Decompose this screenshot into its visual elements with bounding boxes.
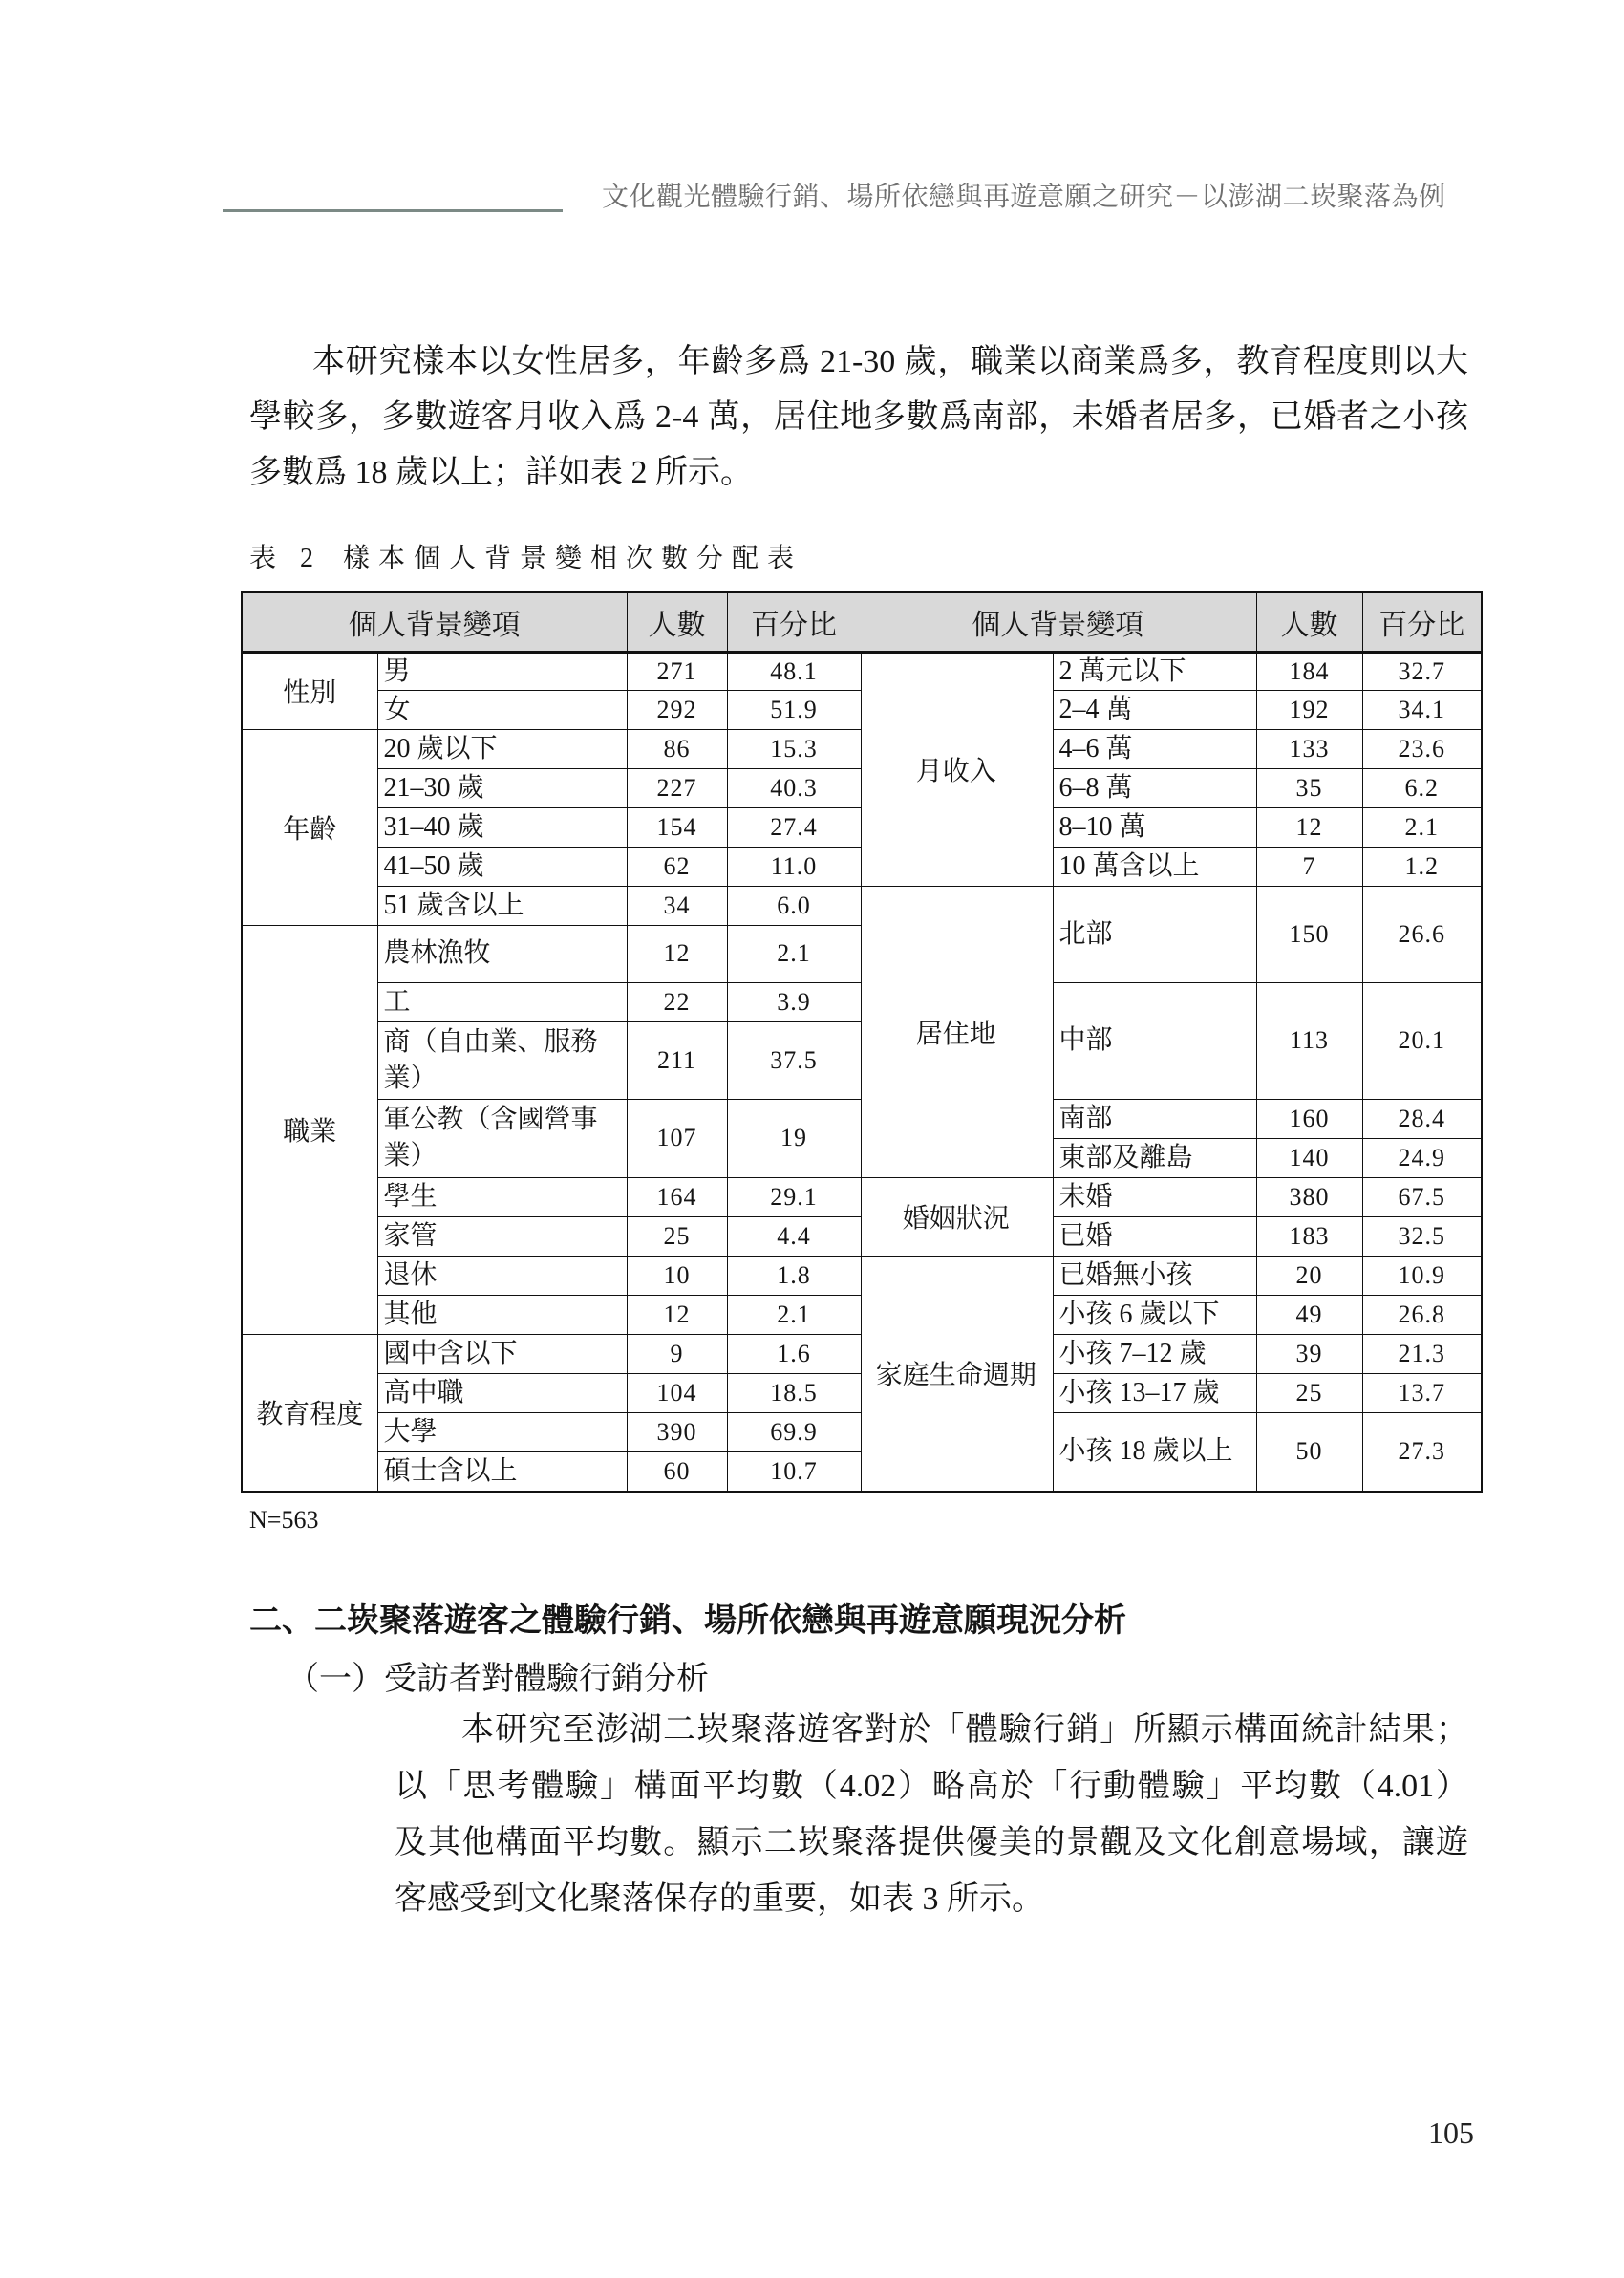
row-count: 183 [1256,1216,1362,1256]
section-line: 及其他構面平均數。顯示二崁聚落提供優美的景觀及文化創意場域，讓遊 [395,1825,1468,1860]
table-header-row [242,592,861,652]
row-count: 62 [627,847,727,886]
running-title: 文化觀光體驗行銷、場所依戀與再遊意願之研究－以澎湖二崁聚落為例 [602,182,1446,211]
table-row [242,652,861,690]
group-label: 婚姻狀況 [860,1177,1053,1256]
row-count: 34 [627,886,727,925]
row-percent: 3.9 [727,982,861,1021]
header-percent: 百分比 [727,592,861,652]
row-percent: 2.1 [727,1295,861,1334]
row-count: 12 [627,925,727,982]
row-percent: 2.1 [727,925,861,982]
row-count: 7 [1256,847,1362,886]
row-count: 227 [627,768,727,807]
table-row [242,729,861,768]
row-label: 小孩 7–12 歲 [1053,1334,1256,1373]
row-count: 50 [1256,1412,1362,1492]
row-count: 39 [1256,1334,1362,1373]
row-percent: 32.7 [1362,652,1482,690]
table-row [860,1256,1482,1295]
row-percent: 29.1 [727,1177,861,1216]
group-label: 性別 [242,652,377,729]
row-percent: 28.4 [1362,1099,1482,1138]
row-label-text: 軍公教（含國營事業） [383,1105,598,1171]
row-count: 113 [1256,982,1362,1099]
row-label: 51 歲含以上 [377,886,627,925]
header-percent: 百分比 [1362,592,1482,652]
row-count: 10 [627,1256,727,1295]
row-count: 22 [627,982,727,1021]
intro-line: 學較多，多數遊客月收入爲 2-4 萬，居住地多數爲南部，未婚者居多，已婚者之小孩 [249,399,1468,435]
row-label: 2 萬元以下 [1053,652,1256,690]
row-percent: 32.5 [1362,1216,1482,1256]
row-count: 60 [627,1451,727,1492]
row-count: 12 [627,1295,727,1334]
row-label [377,1021,627,1099]
subsection-heading: （一）受訪者對體驗行銷分析 [287,1662,709,1697]
table-caption-label: 表 2 [249,544,323,573]
row-count: 154 [627,807,727,847]
row-percent: 2.1 [1362,807,1482,847]
page-number: 105 [1428,2116,1474,2150]
group-label: 教育程度 [242,1334,377,1492]
table-left-half [241,591,862,1493]
row-count: 271 [627,652,727,690]
header-count: 人數 [627,592,727,652]
row-percent: 23.6 [1362,729,1482,768]
row-percent: 10.7 [727,1451,861,1492]
row-label: 家管 [377,1216,627,1256]
table-caption [249,537,802,575]
row-count: 25 [1256,1373,1362,1412]
row-count: 133 [1256,729,1362,768]
row-label: 8–10 萬 [1053,807,1256,847]
row-percent: 27.4 [727,807,861,847]
row-label: 已婚無小孩 [1053,1256,1256,1295]
row-label: 南部 [1053,1099,1256,1138]
row-label: 小孩 13–17 歲 [1053,1373,1256,1412]
row-count: 140 [1256,1138,1362,1177]
row-count: 380 [1256,1177,1362,1216]
row-label: 工 [377,982,627,1021]
table-row [860,652,1482,690]
row-label: 高中職 [377,1373,627,1412]
row-label: 其他 [377,1295,627,1334]
row-percent: 13.7 [1362,1373,1482,1412]
row-count: 12 [1256,807,1362,847]
group-label: 職業 [242,925,377,1334]
row-percent: 27.3 [1362,1412,1482,1492]
row-count: 35 [1256,768,1362,807]
row-percent: 19 [727,1099,861,1177]
row-count: 192 [1256,690,1362,729]
table-row [242,1334,861,1373]
row-label: 中部 [1053,982,1256,1099]
data-table [241,591,1483,1492]
row-label-text: 商（自由業、服務業） [383,1026,598,1093]
header-count: 人數 [1256,592,1362,652]
row-percent: 11.0 [727,847,861,886]
row-percent: 48.1 [727,652,861,690]
row-label: 學生 [377,1177,627,1216]
table-row [860,1177,1482,1216]
row-percent: 6.2 [1362,768,1482,807]
row-label: 國中含以下 [377,1334,627,1373]
section-line: 客感受到文化聚落保存的重要，如表 3 所示。 [395,1881,1044,1917]
row-percent: 6.0 [727,886,861,925]
table-caption-title: 樣本個人背景變相次數分配表 [343,544,803,573]
row-percent: 4.4 [727,1216,861,1256]
intro-line: 本研究樣本以女性居多，年齡多爲 21-30 歲，職業以商業爲多，教育程度則以大 [312,344,1468,379]
row-label: 男 [377,652,627,690]
row-count: 184 [1256,652,1362,690]
row-label: 20 歲以下 [377,729,627,768]
row-percent: 51.9 [727,690,861,729]
section-heading: 二、二崁聚落遊客之體驗行銷、場所依戀與再遊意願現況分析 [249,1603,1126,1639]
group-label: 年齡 [242,729,377,925]
row-percent: 26.6 [1362,886,1482,982]
row-percent: 34.1 [1362,690,1482,729]
intro-paragraph [249,334,1468,501]
row-count: 25 [627,1216,727,1256]
row-percent: 10.9 [1362,1256,1482,1295]
group-label: 家庭生命週期 [860,1256,1053,1492]
row-percent: 24.9 [1362,1138,1482,1177]
row-count: 20 [1256,1256,1362,1295]
group-label: 居住地 [860,886,1053,1177]
row-label: 退休 [377,1256,627,1295]
row-label: 大學 [377,1412,627,1451]
row-count: 160 [1256,1099,1362,1138]
row-percent: 1.6 [727,1334,861,1373]
row-label: 6–8 萬 [1053,768,1256,807]
row-percent: 67.5 [1362,1177,1482,1216]
table-right-half [860,591,1483,1493]
group-label: 月收入 [860,652,1053,886]
row-count: 86 [627,729,727,768]
row-percent: 69.9 [727,1412,861,1451]
row-label: 小孩 6 歲以下 [1053,1295,1256,1334]
row-percent: 1.2 [1362,847,1482,886]
row-count: 164 [627,1177,727,1216]
row-label: 4–6 萬 [1053,729,1256,768]
row-label: 21–30 歲 [377,768,627,807]
row-label: 東部及離島 [1053,1138,1256,1177]
row-percent: 26.8 [1362,1295,1482,1334]
row-label: 小孩 18 歲以上 [1053,1412,1256,1492]
section-paragraph [395,1702,1468,1927]
row-count: 211 [627,1021,727,1099]
row-label: 未婚 [1053,1177,1256,1216]
section-line: 以「思考體驗」構面平均數（4.02）略高於「行動體驗」平均數（4.01） [395,1769,1468,1804]
intro-line: 多數爲 18 歲以上；詳如表 2 所示。 [249,455,753,490]
row-percent: 37.5 [727,1021,861,1099]
row-label: 農林漁牧 [377,925,627,982]
row-count: 104 [627,1373,727,1412]
header-variable: 個人背景變項 [242,592,627,652]
row-label: 碩士含以上 [377,1451,627,1492]
row-label: 2–4 萬 [1053,690,1256,729]
table-header-row [860,592,1482,652]
row-count: 107 [627,1099,727,1177]
table-row [242,925,861,982]
row-percent: 21.3 [1362,1334,1482,1373]
row-count: 390 [627,1412,727,1451]
row-label [377,1099,627,1177]
row-count: 150 [1256,886,1362,982]
table-row [860,886,1482,982]
header-variable: 個人背景變項 [860,592,1256,652]
row-percent: 20.1 [1362,982,1482,1099]
row-percent: 1.8 [727,1256,861,1295]
row-label: 北部 [1053,886,1256,982]
row-count: 49 [1256,1295,1362,1334]
row-percent: 40.3 [727,768,861,807]
row-percent: 18.5 [727,1373,861,1412]
row-count: 9 [627,1334,727,1373]
row-label: 已婚 [1053,1216,1256,1256]
row-label: 女 [377,690,627,729]
header-rule [223,209,563,212]
row-label: 41–50 歲 [377,847,627,886]
table-note: N=563 [249,1506,319,1534]
row-label: 10 萬含以上 [1053,847,1256,886]
row-label: 31–40 歲 [377,807,627,847]
row-percent: 15.3 [727,729,861,768]
section-line: 本研究至澎湖二崁聚落遊客對於「體驗行銷」所顯示構面統計結果； [461,1712,1468,1748]
row-count: 292 [627,690,727,729]
